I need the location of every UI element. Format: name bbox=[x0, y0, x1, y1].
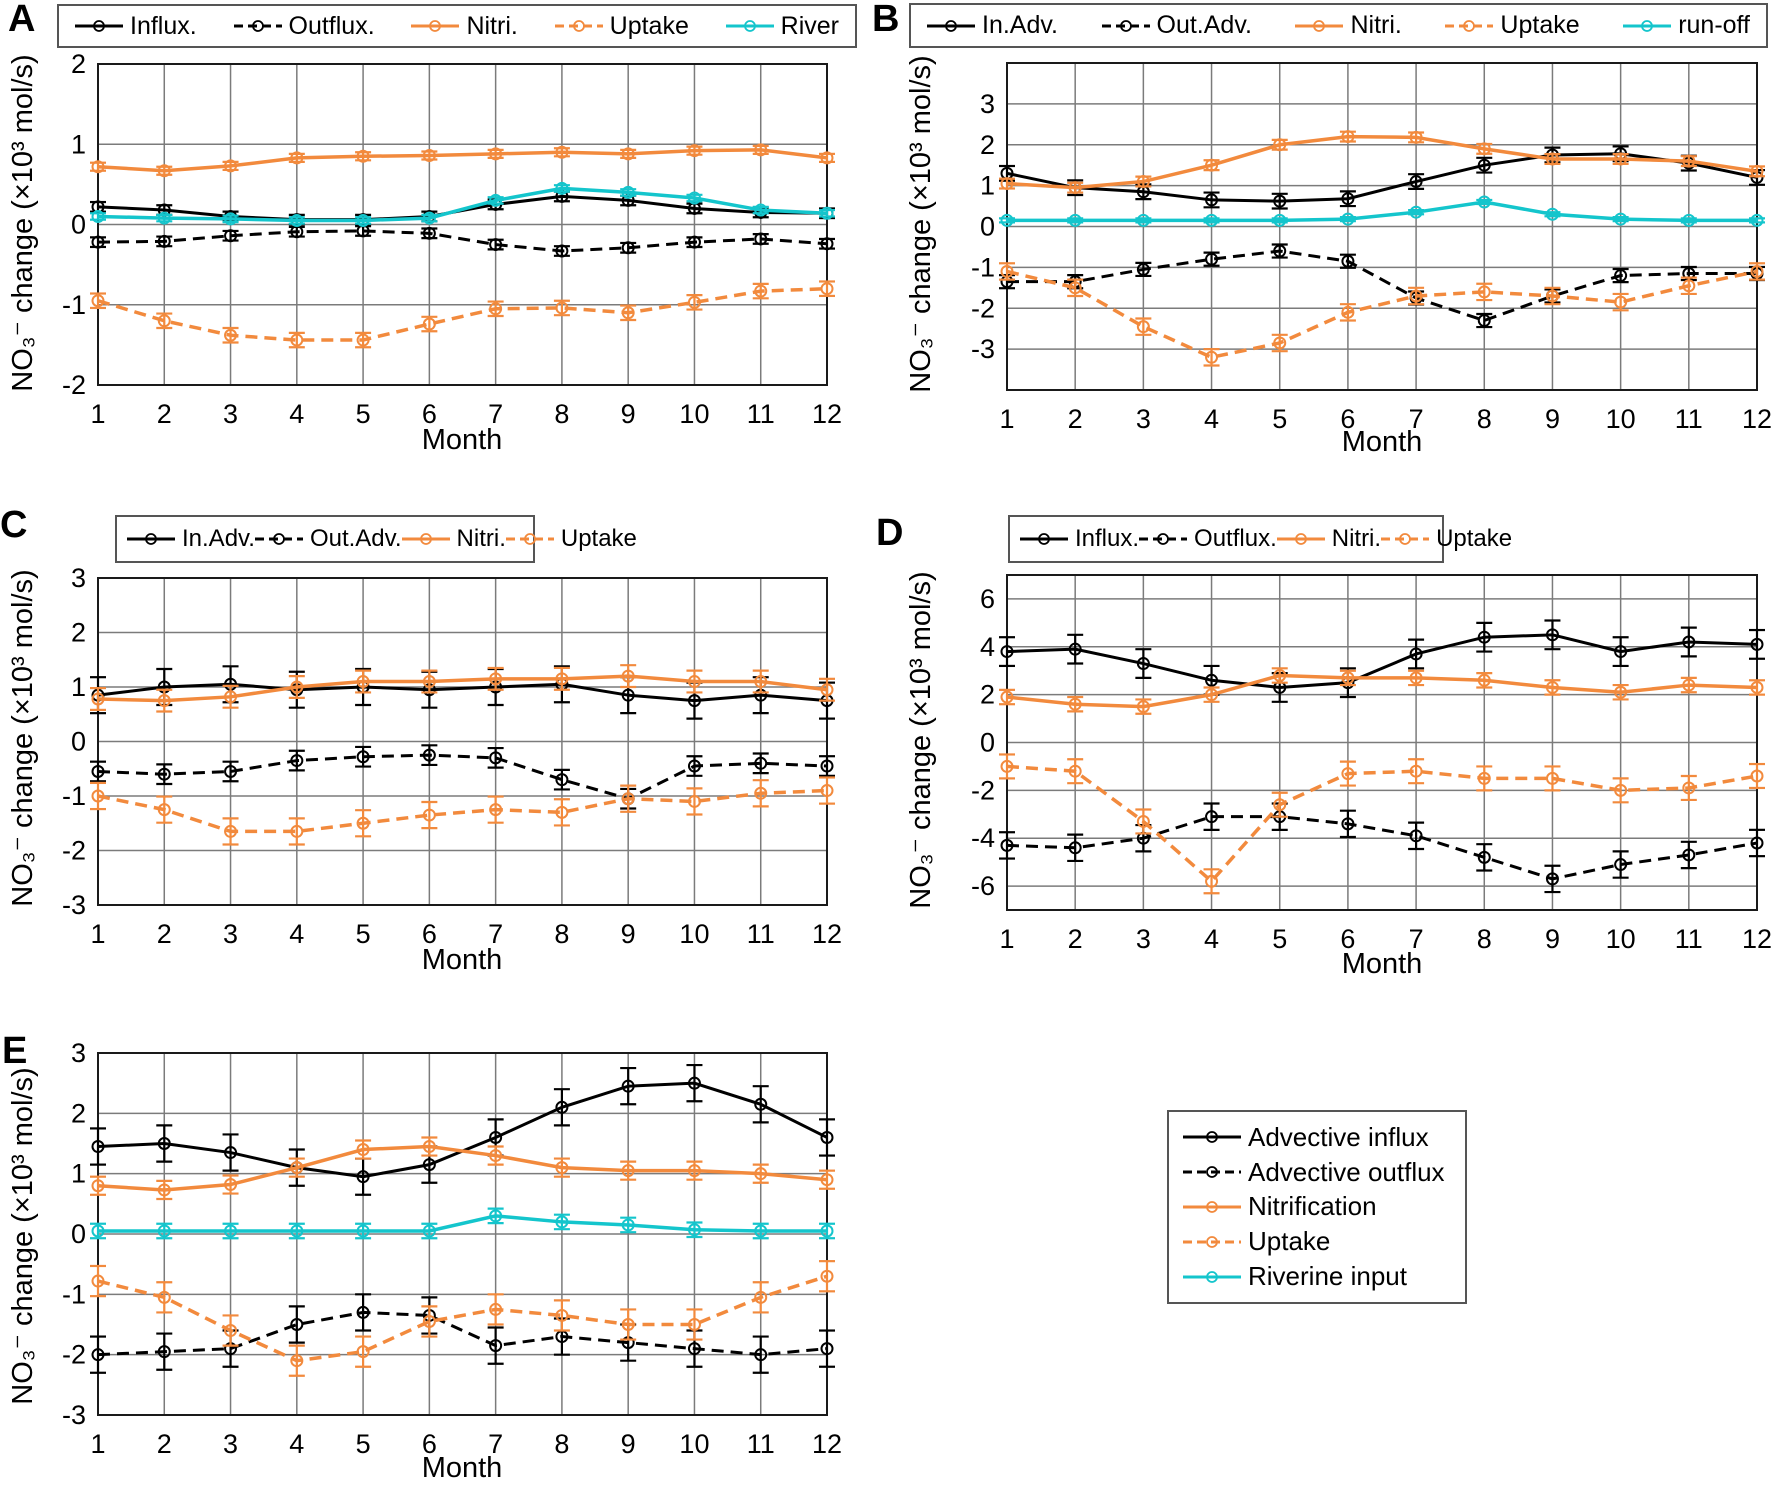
x-tick-label: 10 bbox=[1605, 924, 1636, 954]
x-tick-label: 12 bbox=[1741, 404, 1772, 434]
panel-d-x-axis-label: Month bbox=[1341, 948, 1423, 980]
x-tick-label: 3 bbox=[223, 1429, 239, 1459]
x-tick-label: 9 bbox=[620, 1429, 636, 1459]
out-adv-line-sample-icon bbox=[1102, 18, 1150, 34]
legend-item-run-off bbox=[1623, 11, 1750, 40]
panel-c-legend bbox=[115, 515, 637, 563]
panel-a-legend bbox=[57, 4, 857, 48]
panel-d-y-axis-label: NO₃⁻ change (×10³ mol/s) bbox=[905, 571, 937, 909]
panel-b-x-axis-label: Month bbox=[1341, 426, 1423, 458]
x-tick-label: 3 bbox=[1135, 404, 1151, 434]
x-tick-label: 3 bbox=[223, 399, 239, 429]
x-tick-label: 4 bbox=[289, 1429, 305, 1459]
advective-influx-line-sample-icon bbox=[1183, 1129, 1241, 1145]
y-tick-label: -3 bbox=[61, 890, 86, 920]
nitri-line-sample-icon bbox=[411, 18, 459, 34]
series-river bbox=[90, 183, 835, 226]
legend-label: Out.Adv. bbox=[1156, 11, 1252, 39]
legend-item-in-adv bbox=[927, 11, 1058, 40]
panel-b-y-axis-label: NO₃⁻ change (×10³ mol/s) bbox=[905, 55, 937, 393]
legend-item-outflux bbox=[234, 12, 375, 41]
legend-label: In.Adv. bbox=[182, 525, 255, 552]
legend-item-nitri bbox=[1277, 525, 1381, 553]
advective-outflux-line-sample-icon bbox=[1183, 1164, 1241, 1180]
legend-item-nitri bbox=[1295, 11, 1401, 40]
run-off-line-sample-icon bbox=[1623, 18, 1671, 34]
y-tick-label: 0 bbox=[70, 726, 86, 757]
legend-label: River bbox=[780, 11, 839, 40]
legend-label: Out.Adv. bbox=[309, 525, 402, 552]
x-tick-label: 5 bbox=[1272, 924, 1288, 954]
legend-item-in-adv bbox=[127, 525, 255, 553]
figure-legend bbox=[1167, 1110, 1467, 1304]
legend-item-influx bbox=[75, 12, 197, 41]
x-tick-label: 10 bbox=[679, 1429, 710, 1459]
x-tick-label: 9 bbox=[1544, 924, 1560, 954]
x-tick-label: 5 bbox=[355, 1429, 371, 1459]
uptake-line-sample-icon bbox=[506, 531, 554, 547]
panel-d-chart bbox=[932, 561, 1772, 962]
y-tick-label: 2 bbox=[70, 617, 86, 648]
y-tick-label: 3 bbox=[979, 88, 995, 119]
legend-item-nitri bbox=[411, 12, 517, 41]
x-tick-label: 12 bbox=[811, 1429, 843, 1459]
x-tick-label: 4 bbox=[1204, 404, 1220, 434]
x-tick-label: 11 bbox=[1674, 924, 1703, 954]
y-tick-label: 1 bbox=[70, 1158, 86, 1189]
legend-item-riverine-input bbox=[1183, 1261, 1451, 1292]
series-advective-influx bbox=[90, 1065, 835, 1195]
x-tick-label: 12 bbox=[1741, 924, 1772, 954]
panel-e-y-axis-label: NO₃⁻ change (×10³ mol/s) bbox=[7, 1067, 39, 1405]
legend-item-uptake bbox=[1183, 1226, 1451, 1257]
panel-e-chart bbox=[23, 1039, 849, 1467]
panel-c-label: C bbox=[0, 504, 28, 546]
outflux-line-sample-icon bbox=[234, 18, 282, 34]
x-tick-label: 11 bbox=[746, 399, 775, 429]
legend-item-advective-influx bbox=[1183, 1122, 1451, 1153]
y-tick-label: 2 bbox=[70, 1098, 86, 1129]
legend-item-uptake bbox=[1445, 11, 1579, 40]
panel-c-chart bbox=[23, 564, 849, 957]
panel-d-legend bbox=[1008, 515, 1513, 563]
panel-a-label: A bbox=[8, 0, 36, 40]
legend-item-uptake bbox=[1381, 525, 1512, 553]
x-tick-label: 9 bbox=[1544, 404, 1560, 434]
nitri-line-sample-icon bbox=[402, 531, 450, 547]
legend-label: Riverine input bbox=[1248, 1261, 1407, 1292]
x-tick-label: 6 bbox=[1340, 924, 1356, 954]
series-uptake bbox=[999, 754, 1765, 893]
uptake-line-sample-icon bbox=[555, 18, 603, 34]
x-tick-label: 10 bbox=[679, 919, 710, 949]
y-tick-label: 0 bbox=[70, 1219, 86, 1249]
series-uptake bbox=[90, 777, 835, 844]
panel-b-chart bbox=[932, 49, 1772, 442]
in-adv-line-sample-icon bbox=[127, 531, 175, 547]
legend-label: Uptake bbox=[1500, 11, 1580, 39]
y-tick-label: -2 bbox=[61, 835, 86, 866]
y-tick-label: 4 bbox=[979, 631, 995, 662]
uptake-line-sample-icon bbox=[1445, 18, 1493, 34]
legend-label: Uptake bbox=[1436, 525, 1513, 552]
x-tick-label: 8 bbox=[554, 919, 570, 949]
y-tick-label: -1 bbox=[61, 1279, 86, 1310]
y-tick-label: -2 bbox=[970, 775, 995, 806]
nitri-line-sample-icon bbox=[1277, 531, 1325, 547]
x-tick-label: 7 bbox=[1408, 924, 1424, 954]
y-tick-label: 0 bbox=[70, 209, 86, 240]
x-tick-label: 10 bbox=[1605, 404, 1636, 434]
y-tick-label: 1 bbox=[979, 170, 995, 201]
x-tick-label: 1 bbox=[999, 924, 1015, 954]
legend-item-uptake bbox=[555, 12, 689, 41]
x-tick-label: 6 bbox=[421, 919, 437, 949]
panel-c-y-axis-label: NO₃⁻ change (×10³ mol/s) bbox=[7, 569, 39, 907]
y-tick-label: 2 bbox=[979, 129, 995, 160]
y-tick-label: 1 bbox=[70, 129, 86, 160]
panel-d-label: D bbox=[876, 512, 904, 554]
x-tick-label: 1 bbox=[90, 399, 106, 429]
outflux-line-sample-icon bbox=[1139, 531, 1187, 547]
y-tick-label: 3 bbox=[70, 564, 86, 593]
x-tick-label: 4 bbox=[289, 399, 305, 429]
y-tick-label: -3 bbox=[61, 1400, 86, 1430]
y-tick-label: -2 bbox=[970, 293, 995, 324]
x-tick-label: 8 bbox=[554, 1429, 570, 1459]
uptake-line-sample-icon bbox=[1183, 1234, 1241, 1250]
x-tick-label: 9 bbox=[620, 919, 636, 949]
series-in-adv bbox=[999, 146, 1765, 208]
x-tick-label: 11 bbox=[746, 1429, 775, 1459]
series-outflux bbox=[90, 225, 835, 256]
panel-b-legend bbox=[909, 3, 1768, 48]
legend-item-out-adv bbox=[1102, 11, 1252, 40]
legend-label: Uptake bbox=[1248, 1226, 1331, 1257]
x-tick-label: 7 bbox=[488, 919, 504, 949]
legend-label: Nitri. bbox=[1350, 11, 1402, 39]
y-tick-label: 2 bbox=[979, 679, 995, 710]
legend-label: Nitri. bbox=[1331, 525, 1382, 552]
series-nitrification bbox=[90, 1137, 835, 1199]
x-tick-label: 10 bbox=[679, 399, 710, 429]
y-tick-label: 2 bbox=[70, 50, 86, 79]
legend-item-uptake bbox=[506, 525, 637, 553]
legend-label: Advective outflux bbox=[1248, 1156, 1445, 1187]
x-tick-label: 5 bbox=[1272, 404, 1288, 434]
series-uptake bbox=[90, 281, 835, 347]
series-out-adv bbox=[999, 244, 1765, 327]
riverine-input-line-sample-icon bbox=[1183, 1269, 1241, 1285]
series-in-adv bbox=[90, 666, 835, 718]
x-tick-label: 12 bbox=[811, 399, 843, 429]
series-nitri bbox=[999, 668, 1765, 713]
out-adv-line-sample-icon bbox=[255, 531, 303, 547]
legend-label: Outflux. bbox=[288, 11, 375, 40]
x-tick-label: 8 bbox=[1476, 924, 1492, 954]
series-outflux bbox=[999, 804, 1765, 893]
x-tick-label: 12 bbox=[811, 919, 843, 949]
x-tick-label: 4 bbox=[1204, 924, 1220, 954]
series-run-off bbox=[999, 196, 1765, 225]
y-tick-label: -2 bbox=[61, 1339, 86, 1370]
series-uptake bbox=[90, 1261, 835, 1376]
in-adv-line-sample-icon bbox=[927, 18, 975, 34]
x-tick-label: 2 bbox=[156, 919, 172, 949]
x-tick-label: 6 bbox=[421, 1429, 437, 1459]
x-tick-label: 8 bbox=[1476, 404, 1492, 434]
x-tick-label: 3 bbox=[1135, 924, 1151, 954]
y-tick-label: 3 bbox=[70, 1039, 86, 1068]
x-tick-label: 2 bbox=[156, 1429, 172, 1459]
x-tick-label: 1 bbox=[90, 919, 106, 949]
x-tick-label: 4 bbox=[289, 919, 305, 949]
legend-item-outflux bbox=[1139, 525, 1277, 553]
y-tick-label: -4 bbox=[970, 823, 995, 854]
nitri-line-sample-icon bbox=[1295, 18, 1343, 34]
panel-a-y-axis-label: NO₃⁻ change (×10³ mol/s) bbox=[7, 54, 39, 392]
series-nitri bbox=[999, 131, 1765, 193]
x-tick-label: 2 bbox=[156, 399, 172, 429]
y-tick-label: -3 bbox=[970, 334, 995, 365]
influx-line-sample-icon bbox=[1020, 531, 1068, 547]
legend-label: Influx. bbox=[130, 11, 197, 40]
legend-label: Advective influx bbox=[1248, 1121, 1429, 1152]
panel-a-chart bbox=[23, 50, 849, 437]
y-tick-label: -1 bbox=[970, 252, 995, 283]
y-tick-label: 0 bbox=[979, 727, 995, 758]
y-tick-label: 6 bbox=[979, 583, 995, 614]
legend-label: Uptake bbox=[560, 525, 637, 552]
panel-b-label: B bbox=[872, 0, 900, 40]
nitrification-line-sample-icon bbox=[1183, 1199, 1241, 1215]
panel-e-x-axis-label: Month bbox=[421, 1452, 503, 1484]
influx-line-sample-icon bbox=[75, 18, 123, 34]
river-line-sample-icon bbox=[726, 18, 774, 34]
y-tick-label: 0 bbox=[979, 211, 995, 242]
legend-item-out-adv bbox=[255, 525, 402, 553]
series-advective-outflux bbox=[90, 1294, 835, 1372]
y-tick-label: 1 bbox=[70, 672, 86, 702]
legend-item-nitri bbox=[402, 525, 506, 553]
series-nitri bbox=[90, 144, 835, 176]
x-tick-label: 1 bbox=[999, 404, 1015, 434]
x-tick-label: 7 bbox=[1408, 404, 1424, 434]
legend-label: Influx. bbox=[1075, 525, 1140, 552]
legend-item-nitrification bbox=[1183, 1191, 1451, 1222]
x-tick-label: 5 bbox=[355, 919, 371, 949]
legend-label: In.Adv. bbox=[982, 11, 1058, 39]
x-tick-label: 2 bbox=[1067, 404, 1083, 434]
legend-label: Nitri. bbox=[456, 525, 506, 552]
x-tick-label: 7 bbox=[488, 1429, 504, 1459]
x-tick-label: 6 bbox=[1340, 404, 1356, 434]
y-tick-label: -2 bbox=[61, 370, 86, 400]
panel-e-label: E bbox=[2, 1030, 28, 1072]
x-tick-label: 5 bbox=[355, 399, 371, 429]
legend-label: Nitrification bbox=[1248, 1191, 1377, 1222]
legend-label: Outflux. bbox=[1194, 525, 1277, 552]
y-tick-label: -1 bbox=[61, 289, 86, 320]
panel-c-x-axis-label: Month bbox=[421, 944, 503, 976]
x-tick-label: 8 bbox=[554, 399, 570, 429]
legend-label: Nitri. bbox=[466, 11, 518, 40]
y-tick-label: -1 bbox=[61, 781, 86, 811]
x-tick-label: 7 bbox=[488, 399, 504, 429]
legend-label: Uptake bbox=[609, 11, 689, 40]
legend-item-advective-outflux bbox=[1183, 1157, 1451, 1188]
panel-a-x-axis-label: Month bbox=[421, 424, 503, 456]
x-tick-label: 2 bbox=[1067, 924, 1083, 954]
x-tick-label: 3 bbox=[223, 919, 239, 949]
x-tick-label: 11 bbox=[1674, 404, 1703, 434]
legend-label: run-off bbox=[1678, 11, 1750, 39]
y-tick-label: -6 bbox=[970, 871, 995, 902]
x-tick-label: 9 bbox=[620, 399, 636, 429]
legend-item-influx bbox=[1020, 525, 1139, 553]
x-tick-label: 11 bbox=[746, 919, 775, 949]
x-tick-label: 6 bbox=[421, 399, 437, 429]
uptake-line-sample-icon bbox=[1381, 531, 1429, 547]
legend-item-river bbox=[726, 12, 839, 41]
x-tick-label: 1 bbox=[90, 1429, 106, 1459]
